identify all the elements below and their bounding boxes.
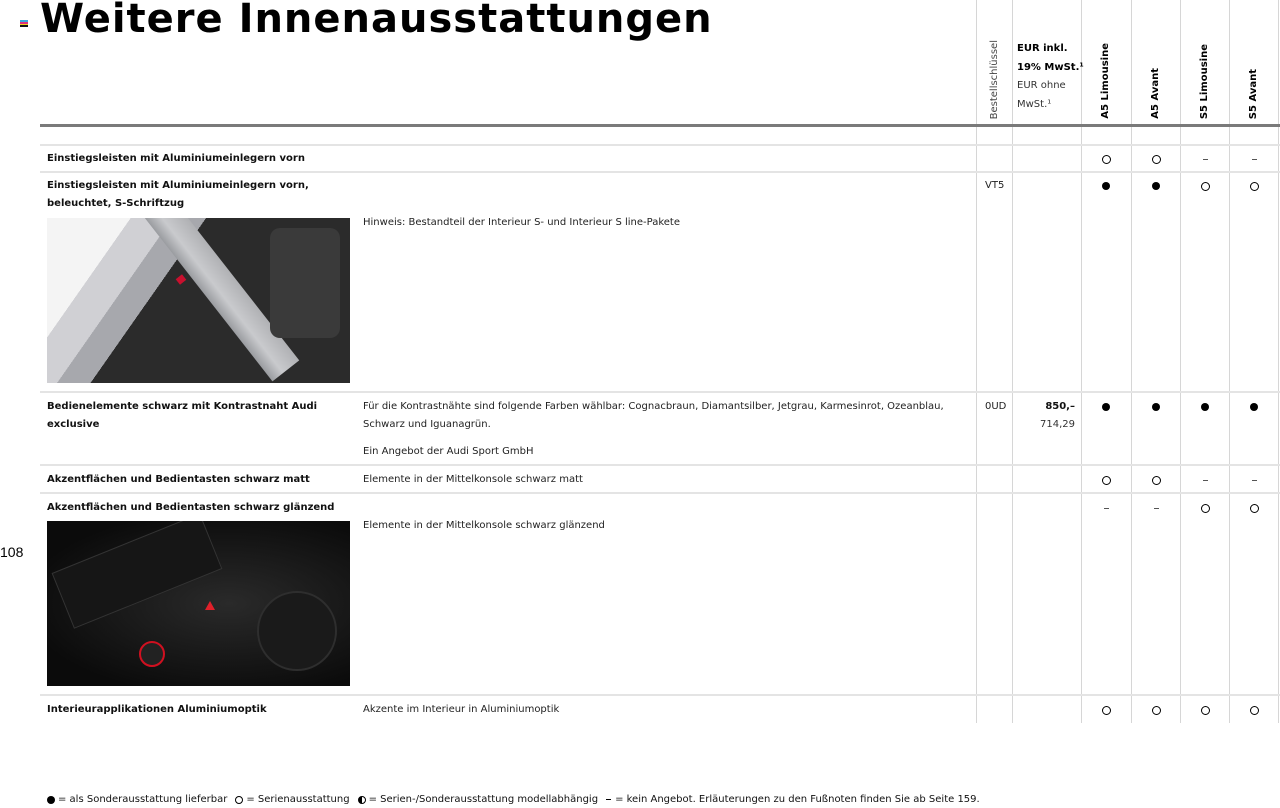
row-description: Hinweis: Bestandteil der Interieur S- und Interieur S line-Pakete [363, 217, 681, 228]
price-excl-label: EUR ohne [1017, 80, 1066, 91]
grid-line [1278, 0, 1279, 723]
not-available-icon [1198, 473, 1212, 487]
row-divider [40, 694, 1280, 696]
not-available-icon [1247, 473, 1261, 487]
row-description: Für die Kontrastnähte sind folgende Farben wählbar: Cognacbraun, Diamantsilber, Jetgrau, Karmesinrot, Ozeanblau, Schwarz und Iguanagrün. [363, 401, 944, 430]
order-code: VT5 [985, 180, 1005, 191]
optional-equipment-icon [1099, 179, 1113, 193]
grid-line [1131, 0, 1132, 723]
not-available-icon [1149, 501, 1163, 515]
column-header-order-key: Bestellschlüssel [989, 39, 1000, 119]
open-circle-icon [235, 796, 243, 804]
row-description: Akzente im Interieur in Aluminiumoptik [363, 704, 560, 715]
illuminated-door-sill-photo [47, 218, 350, 383]
legend-model-dependent: = Serien-/Sonderausstattung modellabhängig [368, 794, 599, 805]
row-name: Einstiegsleisten mit Aluminiumeinlegern vorn, beleuchtet, S-Schriftzug [47, 180, 309, 209]
optional-equipment-icon [1149, 400, 1163, 414]
row-name: Bedienelemente schwarz mit Kontrastnaht Audi exclusive [47, 401, 318, 430]
standard-equipment-icon [1149, 703, 1163, 717]
row-divider [40, 144, 1280, 146]
column-header-model-s5-avant: S5 Avant [1248, 68, 1259, 119]
row-name: Akzentflächen und Bedientasten schwarz matt [47, 474, 310, 485]
row-name: Interieurapplikationen Aluminiumoptik [47, 704, 267, 715]
header-divider [40, 124, 1280, 127]
column-header-price [1017, 40, 1084, 114]
optional-equipment-icon [1247, 400, 1261, 414]
not-available-icon [1247, 152, 1261, 166]
row-divider [40, 464, 1280, 466]
row-name: Einstiegsleisten mit Aluminiumeinlegern vorn [47, 153, 305, 164]
center-console-gloss-black-photo [47, 521, 350, 686]
price-incl-label: EUR inkl. [1017, 43, 1068, 54]
price-excl-vat-label: MwSt.¹ [1017, 98, 1052, 110]
row-divider [40, 391, 1280, 393]
row-divider [40, 171, 1280, 173]
dash-icon [606, 799, 611, 800]
standard-equipment-icon [1247, 179, 1261, 193]
legend-not-offered: = kein Angebot. Erläuterungen zu den Fußnoten finden Sie ab Seite 159. [615, 794, 980, 805]
row-name: Akzentflächen und Bedientasten schwarz glänzend [47, 502, 335, 513]
not-available-icon [1198, 152, 1212, 166]
legend-standard: = Serienausstattung [246, 794, 350, 805]
half-circle-icon [358, 796, 366, 804]
standard-equipment-icon [1247, 501, 1261, 515]
standard-equipment-icon [1198, 703, 1212, 717]
print-color-mark-icon [20, 20, 28, 27]
standard-equipment-icon [1198, 179, 1212, 193]
grid-line [1180, 0, 1181, 723]
legend [47, 794, 988, 805]
row-description: Elemente in der Mittelkonsole schwarz glänzend [363, 520, 605, 531]
order-code: 0UD [985, 401, 1007, 412]
price-excl-vat: 714,29 [1040, 419, 1075, 430]
column-header-model-s5-limousine: S5 Limousine [1199, 43, 1210, 119]
legend-optional: = als Sonderausstattung lieferbar [58, 794, 228, 805]
page-title: Weitere Innenausstattungen [40, 0, 713, 42]
standard-equipment-icon [1149, 152, 1163, 166]
standard-equipment-icon [1099, 473, 1113, 487]
standard-equipment-icon [1198, 501, 1212, 515]
standard-equipment-icon [1149, 473, 1163, 487]
grid-line [976, 0, 977, 723]
price [1017, 398, 1075, 434]
standard-equipment-icon [1247, 703, 1261, 717]
optional-equipment-icon [1198, 400, 1212, 414]
page-number: 108 [0, 544, 24, 560]
row-description: Elemente in der Mittelkonsole schwarz matt [363, 474, 583, 485]
price-incl-vat: 850,– [1045, 401, 1075, 412]
grid-line [1012, 0, 1013, 723]
price-incl-vat-label: 19% MwSt.¹ [1017, 61, 1084, 73]
standard-equipment-icon [1099, 703, 1113, 717]
column-header-model-a5-limousine: A5 Limousine [1100, 43, 1111, 119]
filled-circle-icon [47, 796, 55, 804]
row-divider [40, 492, 1280, 494]
row-description-note: Ein Angebot der Audi Sport GmbH [363, 446, 534, 457]
not-available-icon [1099, 501, 1113, 515]
optional-equipment-icon [1149, 179, 1163, 193]
column-header-model-a5-avant: A5 Avant [1150, 68, 1161, 119]
standard-equipment-icon [1099, 152, 1113, 166]
optional-equipment-icon [1099, 400, 1113, 414]
grid-line [1229, 0, 1230, 723]
